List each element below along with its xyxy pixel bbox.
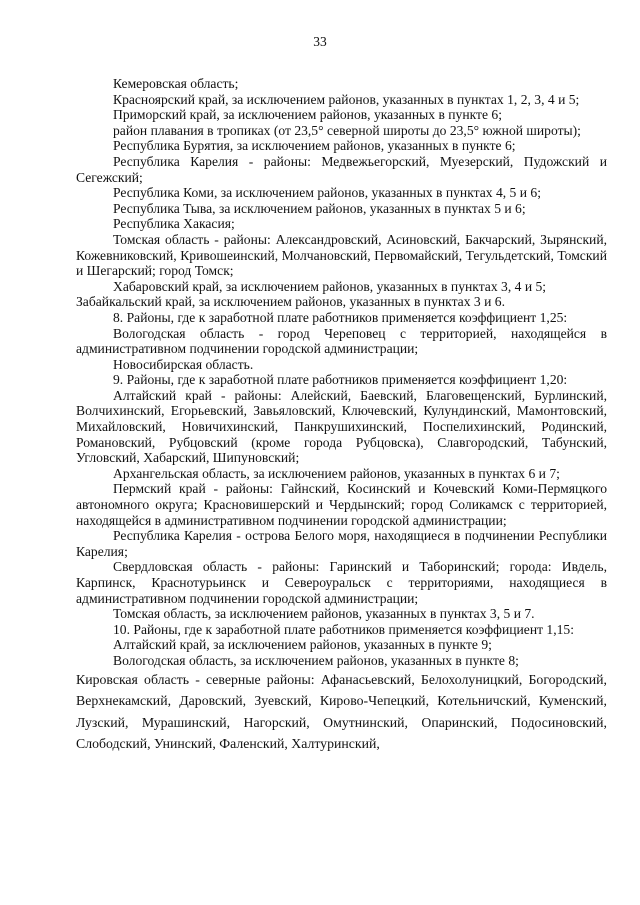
paragraph: Архангельская область, за исключением районов, указанных в пунктах 6 и 7;: [113, 465, 560, 481]
section-heading: 9. Районы, где к заработной плате работников применяется коэффициент 1,20:: [113, 372, 568, 388]
page-number: 33: [313, 34, 327, 49]
paragraph: Алтайский край, за исключением районов, указанных в пункте 9;: [113, 637, 492, 653]
paragraph: Забайкальский край, за исключением районов, указанных в пунктах 3 и 6.: [76, 294, 505, 310]
paragraph: Красноярский край, за исключением районов, указанных в пунктах 1, 2, 3, 4 и 5;: [113, 91, 580, 107]
paragraph: Вологодская область, за исключением районов, указанных в пункте 8;: [113, 652, 519, 668]
paragraph: Томская область, за исключением районов, указанных в пунктах 3, 5 и 7.: [113, 606, 535, 622]
paragraph: Новосибирская область.: [113, 356, 254, 372]
paragraph: Республика Хакасия;: [113, 216, 235, 232]
paragraph: Кемеровская область;: [113, 76, 239, 91]
section-heading: 8. Районы, где к заработной плате работников применяется коэффициент 1,25:: [113, 309, 568, 325]
paragraph: Республика Бурятия, за исключением районов, указанных в пункте 6;: [113, 138, 516, 154]
paragraph: Республика Тыва, за исключением районов, указанных в пунктах 5 и 6;: [113, 200, 526, 216]
paragraph: район плавания в тропиках (от 23,5° северной широты до 23,5° южной широты);: [113, 122, 581, 138]
paragraph: Республика Карелия - острова Белого моря, находящиеся в подчинении Республики Карелия;: [76, 528, 607, 559]
document-body: [76, 76, 607, 755]
paragraph: Пермский край - районы: Гайнский, Косинский и Кочевский Коми-Пермяцкого автономного округа; Красновишерский и Чердынский; город Соликамск с территорией, находящейся в административном подчинении городской администрации;: [76, 481, 607, 528]
paragraph: Алтайский край - районы: Алейский, Баевский, Благовещенский, Бурлинский, Волчихинский, Егорьевский, Завьяловский, Ключевский, Кулундинский, Мамонтовский, Михайловский, Новичихинский, Панкрушихинский, Поспелихинский, Родинский, Романовский, Рубцовский (кроме города Рубцовска), Славгородский, Табунский, Угловский, Хабарский, Шипуновский;: [76, 387, 607, 466]
paragraph: Свердловская область - районы: Гаринский и Таборинский; города: Ивдель, Карпинск, Краснотурьинск и Североуральск с территориями, находящиеся в административном подчинении городской администрации;: [76, 559, 607, 606]
paragraph: Хабаровский край, за исключением районов, указанных в пунктах 3, 4 и 5;: [113, 278, 547, 294]
paragraph: Приморский край, за исключением районов, указанных в пункте 6;: [113, 107, 503, 123]
paragraph: Вологодская область - город Череповец с территорией, находящейся в административном подчинении городской администрации;: [76, 325, 607, 357]
paragraph: Республика Карелия - районы: Медвежьегорский, Муезерский, Пудожский и Сегежский;: [76, 153, 607, 185]
paragraph: Кировская область - северные районы: Афанасьевский, Белохолуницкий, Богородский, Верхнекамский, Даровский, Зуевский, Кирово-Чепецкий, Котельничский, Куменский, Лузский, Мурашинский, Нагорский, Омутнинский, Опаринский, Подосиновский, Слободский, Унинский, Фаленский, Халтуринский,: [76, 671, 607, 752]
paragraph: Томская область - районы: Александровский, Асиновский, Бакчарский, Зырянский, Кожевниковский, Кривошеинский, Молчановский, Первомайский, Тегульдетский, Томский и Шегарский; город Томск;: [76, 231, 607, 279]
paragraph: Республика Коми, за исключением районов, указанных в пунктах 4, 5 и 6;: [113, 185, 541, 201]
section-heading: 10. Районы, где к заработной плате работников применяется коэффициент 1,15:: [113, 621, 574, 637]
